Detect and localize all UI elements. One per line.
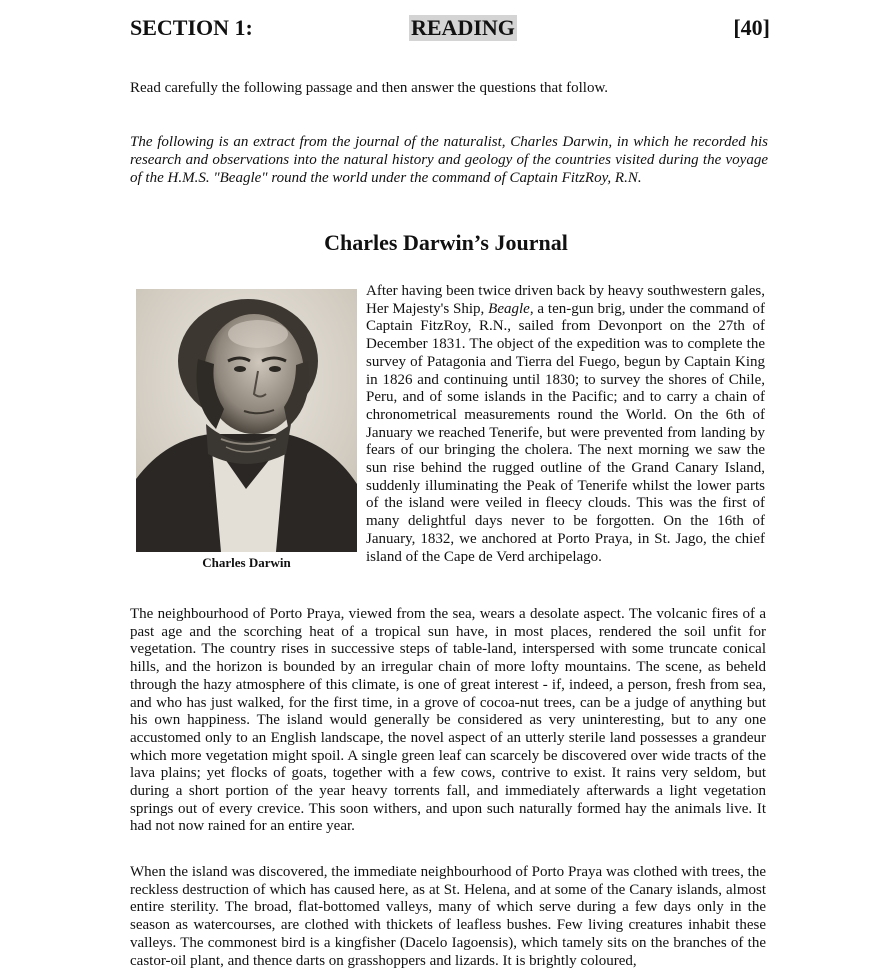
paragraph-1	[366, 283, 765, 566]
paragraph-1-text-b: , a ten-gun brig, under the command of Captain FitzRoy, R.N., sailed from Devonport on the 27th of December 1831. The object of the expedition was to complete the survey of Patagonia and Tierra del Fuego, begun by Captain King in 1826 and continuing until 1830; to survey the shores of Chile, Peru, and of some islands in the Pacific; and to carry a chain of chronometrical measurements round the World. On the 6th of January we reached Tenerife, but were prevented from landing by fears of our bringing the cholera. The next morning we saw the sun rise behind the rugged outline of the Grand Canary Island, suddenly illuminating the Peak of Tenerife whilst the lower parts of the island were veiled in fleecy clouds. This was the first of many delightful days never to be forgotten. On the 16th of January, 1832, we anchored at Porto Praya, in St. Jago, the chief island of the Cape de Verd archipelago.	[366, 300, 765, 565]
paragraph-2: The neighbourhood of Porto Praya, viewed from the sea, wears a desolate aspect. The volcanic fires of a past age and the scorching heat of a tropical sun have, in most places, rendered the soil unfit for vegetation. The country rises in successive steps of table-land, interspersed with some truncate conical hills, and the horizon is bounded by an irregular chain of more lofty mountains. The scene, as beheld through the hazy atmosphere of this climate, is one of great interest - if, indeed, a person, fresh from sea, and who has just walked, for the first time, in a grove of cocoa-nut trees, can be a judge of anything but his own happiness. The island would generally be considered as very uninteresting, but to any one accustomed only to an English landscape, the novel aspect of an utterly sterile land possesses a grandeur which more vegetation might spoil. A single green leaf can scarcely be discovered over wide tracts of the lava plains; yet flocks of goats, together with a few cows, contrive to exist. It rains very seldom, but during a short portion of the year heavy torrents fall, and immediately afterwards a light vegetation springs out of every crevice. This soon withers, and upon such naturally formed hay the animals live. It had not now rained for an entire year.	[130, 606, 766, 835]
darwin-portrait-image	[136, 289, 357, 552]
intro-paragraph: The following is an extract from the journal of the naturalist, Charles Darwin, in which he recorded his research and observations into the natural history and geology of the countries visited during the voyage of the H.M.S. "Beagle" round the world under the command of Captain FitzRoy, R.N.	[130, 134, 768, 186]
section-marks: [40]	[733, 15, 770, 40]
portrait-caption: Charles Darwin	[202, 555, 291, 570]
instruction-text: Read carefully the following passage and then answer the questions that follow.	[130, 80, 609, 96]
paragraph-3: When the island was discovered, the immediate neighbourhood of Porto Praya was clothed with trees, the reckless destruction of which has caused here, as at St. Helena, and at some of the Canary islands, almost entire sterility. The broad, flat-bottomed valleys, many of which serve during a few days only in the season as watercourses, are clothed with thickets of leafless bushes. Few living creatures inhabit these valleys. The commonest bird is a kingfisher (Dacelo Iagoensis), which tamely sits on the branches of the castor-oil plant, and thence darts on grasshoppers and lizards. It is brightly coloured,	[130, 864, 766, 969]
section-header	[130, 15, 770, 45]
section-topic: READING	[411, 15, 515, 40]
paragraph-1-text-a: After having been twice driven back by heavy southwestern gales, Her Majesty's Ship,	[366, 283, 765, 317]
section-label: SECTION 1:	[130, 15, 253, 40]
portrait-illustration	[136, 289, 357, 552]
passage-title: Charles Darwin’s Journal	[324, 230, 568, 255]
ship-name: Beagle	[488, 300, 530, 317]
